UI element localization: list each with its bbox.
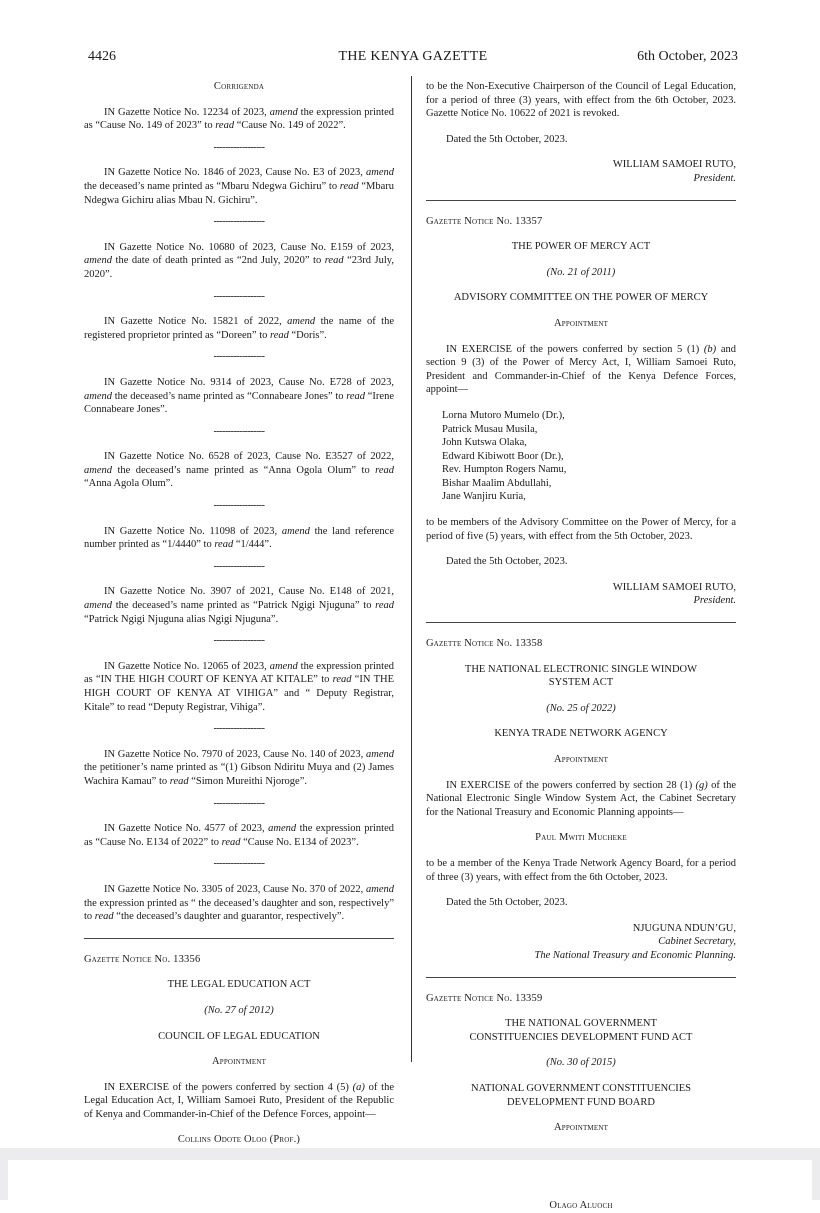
corrigendum-item	[84, 315, 394, 342]
exercise-paragraph	[426, 779, 736, 820]
corrigendum-separator: ------------------	[213, 351, 265, 363]
corrigendum-text: the land reference number printed as “1/4440” to	[84, 525, 394, 551]
exercise-italic: (a)	[352, 1081, 365, 1093]
list-item: Jane Wanjiru Kuria,	[442, 491, 526, 503]
corrigendum-text: the expression printed as “Cause No. E134 of 2022” to	[84, 823, 394, 848]
right-column	[426, 80, 736, 1213]
corrigenda-list	[84, 106, 394, 924]
corrigendum-text: “Patrick Ngigi Njuguna alias Ngigi Njuguna”.	[84, 613, 279, 625]
read-keyword: read	[346, 390, 366, 402]
next-page-edge	[8, 1160, 812, 1200]
corrigendum-separator: ------------------	[213, 500, 265, 512]
notice-number: Gazette Notice No. 13357	[426, 215, 543, 227]
corrigendum-text: IN Gazette Notice No. 10680 of 2023, Cause No. E159 of 2023,	[104, 241, 394, 253]
appointee-name: Paul Mwiti Mucheke	[535, 832, 627, 844]
read-keyword: read	[214, 539, 234, 551]
corrigendum-text: the expression printed as “Cause No. 149 of 2023” to	[84, 106, 394, 132]
notice-number: Gazette Notice No. 13356	[84, 953, 201, 965]
amend-keyword: amend	[366, 748, 394, 760]
corrigendum-separator: ------------------	[213, 141, 265, 153]
signatory-ministry: The National Treasury and Economic Planning.	[534, 949, 736, 961]
list-item: Patrick Musau Musila,	[442, 423, 538, 435]
corrigendum-text: the deceased’s name printed as “Connabeare Jones” to	[112, 390, 347, 402]
body-title: ADVISORY COMMITTEE ON THE POWER OF MERCY	[453, 292, 709, 304]
corrigendum-separator: ------------------	[213, 858, 265, 870]
exercise-text-b: of the National Electronic Single Window System Act, the Cabinet Secretary for the National Treasury and Economic Planning appoints—	[426, 779, 737, 818]
corrigendum-text: IN Gazette Notice No. 1846 of 2023, Cause No. E3 of 2023,	[104, 167, 366, 179]
exercise-paragraph	[426, 343, 736, 397]
read-keyword: read	[375, 600, 394, 612]
amend-keyword: amend	[287, 316, 316, 328]
appointment-continuation: to be a member of the Kenya Trade Network Agency Board, for a period of three (3) years, with effect from the 6th October, 2023.	[426, 857, 736, 883]
corrigendum-text: “Irene Connabeare Jones”.	[84, 390, 394, 416]
act-number: (No. 21 of 2011)	[546, 266, 616, 278]
signatory-name: WILLIAM SAMOEI RUTO,	[612, 159, 736, 171]
read-keyword: read	[332, 674, 352, 686]
list-item: Bishar Maalim Abdullahi,	[442, 477, 552, 489]
corrigendum-text: IN Gazette Notice No. 9314 of 2023, Cause No. E728 of 2023,	[104, 376, 394, 388]
corrigendum-text: IN Gazette Notice No. 12065 of 2023,	[104, 660, 270, 672]
corrigendum-text: the deceased’s name printed as “Patrick Ngigi Njuguna” to	[112, 600, 376, 612]
read-keyword: read	[339, 180, 359, 192]
left-column	[84, 80, 394, 1147]
corrigendum-item	[84, 822, 394, 849]
corrigendum-separator: ------------------	[213, 635, 265, 647]
gazette-title: THE KENYA GAZETTE	[338, 49, 488, 64]
corrigendum-item	[84, 376, 394, 417]
appointment-continuation: to be the Non-Executive Chairperson of the Council of Legal Education, for a period of three (3) years, with effect from the 6th October, 2023. Gazette Notice No. 10622 of 2021 is revoked.	[426, 81, 736, 120]
corrigendum-text: the petitioner’s name printed as “(1) Gibson Ndiritu Muya and (2) James Wachira Kamau” to	[84, 762, 394, 787]
read-keyword: read	[375, 464, 394, 476]
exercise-italic: (b)	[703, 343, 717, 355]
amend-keyword: amend	[281, 525, 310, 537]
amend-keyword: amend	[269, 660, 298, 672]
column-divider	[411, 76, 412, 1062]
act-number: (No. 30 of 2015)	[546, 1057, 616, 1069]
amend-keyword: amend	[84, 390, 112, 402]
corrigendum-item	[84, 883, 394, 924]
corrigendum-text: IN Gazette Notice No. 7970 of 2023, Cause No. 140 of 2023,	[104, 748, 366, 760]
corrigendum-text: IN Gazette Notice No. 11098 of 2023,	[104, 525, 282, 537]
corrigendum-text: “1/444”.	[233, 539, 272, 551]
act-title: THE POWER OF MERCY ACT	[511, 241, 651, 253]
corrigendum-item	[84, 106, 394, 133]
signatory-name: WILLIAM SAMOEI RUTO,	[612, 581, 736, 593]
act-title: THE LEGAL EDUCATION ACT	[167, 979, 311, 991]
signatory-title: President.	[693, 595, 736, 607]
corrigendum-text: the expression printed as “ the deceased’s daughter and son, respectively” to	[84, 897, 394, 923]
corrigendum-text: “Mbaru Ndegwa Gichiru alias Mbau N. Gichiru”.	[84, 180, 394, 206]
body-title: KENYA TRADE NETWORK AGENCY	[494, 728, 668, 740]
corrigendum-text: “23rd July, 2020”.	[84, 255, 394, 280]
exercise-text-b: of the Legal Education Act, I, William Samoei Ruto, President of the Republic of Kenya and Commander-in-Chief of the Defence Forces, appoint—	[84, 1081, 395, 1120]
exercise-text-a: of the powers conferred by section 4 (5)	[169, 1081, 353, 1093]
corrigendum-text: “Anna Agola Olum”.	[84, 478, 173, 490]
act-title: THE NATIONAL GOVERNMENT CONSTITUENCIES DEVELOPMENT FUND ACT	[469, 1018, 693, 1043]
notice-type: Appointment	[553, 1122, 609, 1134]
gazette-notice-13356-continued	[426, 80, 736, 186]
exercise-lead: IN EXERCISE	[446, 779, 511, 791]
read-keyword: read	[270, 329, 289, 341]
signatory-title: President.	[693, 172, 736, 184]
act-number: (No. 25 of 2022)	[546, 702, 616, 714]
exercise-italic: (g)	[695, 779, 708, 791]
signatory-name: NJUGUNA NDUN’GU,	[632, 922, 736, 934]
corrigendum-text: IN Gazette Notice No. 6528 of 2023, Cause No. E3527 of 2022,	[104, 451, 394, 463]
read-keyword: read	[94, 911, 114, 923]
dated-line: Dated the 5th October, 2023.	[446, 133, 568, 145]
exercise-text-a: of the powers conferred by section 5 (1)	[511, 343, 704, 355]
corrigendum-text: “Simon Mureithi Njoroge”.	[188, 775, 308, 787]
corrigendum-item	[84, 450, 394, 491]
notice-divider	[426, 977, 736, 978]
notice-number: Gazette Notice No. 13359	[426, 992, 543, 1004]
notice-type: Appointment	[553, 317, 609, 329]
read-keyword: read	[169, 775, 189, 787]
amend-keyword: amend	[84, 464, 112, 476]
exercise-text-a: of the powers conferred by section 28 (1)	[510, 779, 696, 791]
page-number: 4426	[88, 49, 116, 64]
corrigendum-text: the deceased’s name printed as “Anna Ogola Olum” to	[112, 464, 376, 476]
corrigenda-heading: Corrigenda	[213, 81, 265, 92]
exercise-lead: IN EXERCISE	[446, 343, 512, 355]
corrigendum-text: the expression printed as “IN THE HIGH COURT OF KENYA AT KITALE” to	[84, 660, 394, 686]
notice-type: Appointment	[211, 1056, 267, 1068]
appointee-name: Collins Odote Oloo (Prof.)	[177, 1134, 301, 1146]
gazette-notice-13358	[426, 637, 736, 963]
corrigendum-separator: ------------------	[213, 216, 265, 228]
corrigendum-text: the date of death printed as “2nd July, 2020” to	[112, 255, 325, 267]
exercise-lead: IN EXERCISE	[104, 1081, 170, 1093]
corrigendum-text: IN Gazette Notice No. 3907 of 2021, Cause No. E148 of 2021,	[104, 586, 394, 598]
amend-keyword: amend	[366, 883, 394, 895]
notice-type: Appointment	[553, 754, 609, 765]
corrigendum-text: “Cause No. E134 of 2023”.	[240, 836, 359, 848]
corrigendum-text: IN Gazette Notice No. 3305 of 2023, Cause No. 370 of 2022,	[104, 883, 366, 895]
signatory-title: Cabinet Secretary,	[658, 936, 736, 948]
amend-keyword: amend	[84, 255, 112, 267]
amend-keyword: amend	[268, 823, 297, 835]
list-item: Rev. Humpton Rogers Namu,	[442, 464, 567, 476]
notice-number: Gazette Notice No. 13358	[426, 638, 543, 650]
member-list	[426, 409, 736, 504]
corrigendum-separator: ------------------	[213, 560, 265, 572]
body-title: NATIONAL GOVERNMENT CONSTITUENCIES DEVELOPMENT FUND BOARD	[471, 1082, 691, 1108]
read-keyword: read	[324, 255, 344, 267]
appointment-continuation: to be members of the Advisory Committee on the Power of Mercy, for a period of five (5) years, with effect from the 5th October, 2023.	[426, 517, 736, 542]
corrigendum-item	[84, 748, 394, 789]
appointee-name: Olago Aluoch	[549, 1200, 613, 1212]
corrigendum-text: IN Gazette Notice No. 15821 of 2022,	[104, 316, 288, 328]
page-header	[88, 49, 738, 69]
list-item: Lorna Mutoro Mumelo (Dr.),	[442, 409, 565, 421]
body-title: COUNCIL OF LEGAL EDUCATION	[158, 1030, 320, 1042]
corrigendum-text: IN Gazette Notice No. 4577 of 2023,	[104, 823, 269, 835]
act-number: (No. 27 of 2012)	[204, 1004, 274, 1016]
notice-divider	[426, 622, 736, 623]
corrigendum-separator: ------------------	[213, 425, 265, 437]
corrigendum-text: “Cause No. 149 of 2022”.	[234, 120, 346, 132]
corrigendum-text: IN Gazette Notice No. 12234 of 2023,	[104, 106, 270, 118]
amend-keyword: amend	[269, 106, 298, 118]
exercise-paragraph	[84, 1081, 394, 1122]
list-item: Edward Kibiwott Boor (Dr.),	[442, 450, 564, 462]
act-title: THE NATIONAL ELECTRONIC SINGLE WINDOW SYSTEM ACT	[464, 663, 698, 689]
amend-keyword: amend	[84, 600, 112, 612]
issue-date: 6th October, 2023	[637, 49, 738, 64]
notice-divider	[84, 938, 394, 939]
corrigendum-text: “the deceased’s daughter and guarantor, respectively”.	[113, 911, 345, 923]
dated-line: Dated the 5th October, 2023.	[446, 897, 568, 909]
corrigendum-item	[84, 241, 394, 282]
corrigendum-text: the name of the registered proprietor printed as “Doreen” to	[84, 316, 394, 341]
corrigendum-text: “Doris”.	[288, 329, 327, 341]
read-keyword: read	[221, 836, 241, 848]
read-keyword: read	[215, 120, 235, 132]
exercise-text-b: and section 9 (3) of the Power of Mercy Act, I, William Samoei Ruto, President and Commander-in-Chief of the Kenya Defence Forces, appoint—	[426, 343, 736, 396]
notice-divider	[426, 200, 736, 201]
corrigendum-text: the deceased’s name printed as “Mbaru Ndegwa Gichiru” to	[84, 180, 340, 192]
gazette-notice-13357	[426, 215, 736, 608]
corrigendum-separator: ------------------	[213, 797, 265, 809]
corrigendum-item	[84, 585, 394, 626]
dated-line: Dated the 5th October, 2023.	[446, 556, 568, 568]
corrigendum-item	[84, 166, 394, 207]
corrigendum-separator: ------------------	[213, 290, 265, 302]
list-item: John Kutswa Olaka,	[442, 437, 527, 449]
amend-keyword: amend	[366, 167, 394, 179]
gazette-notice-13356	[84, 953, 394, 1147]
corrigendum-separator: ------------------	[213, 723, 265, 735]
corrigendum-item	[84, 660, 394, 714]
corrigendum-item	[84, 525, 394, 552]
corrigendum-text: “IN THE HIGH COURT OF KENYA AT VIHIGA” and “ Deputy Registrar, Kitale” to read “Deputy Registrar, Vihiga”.	[84, 674, 394, 713]
